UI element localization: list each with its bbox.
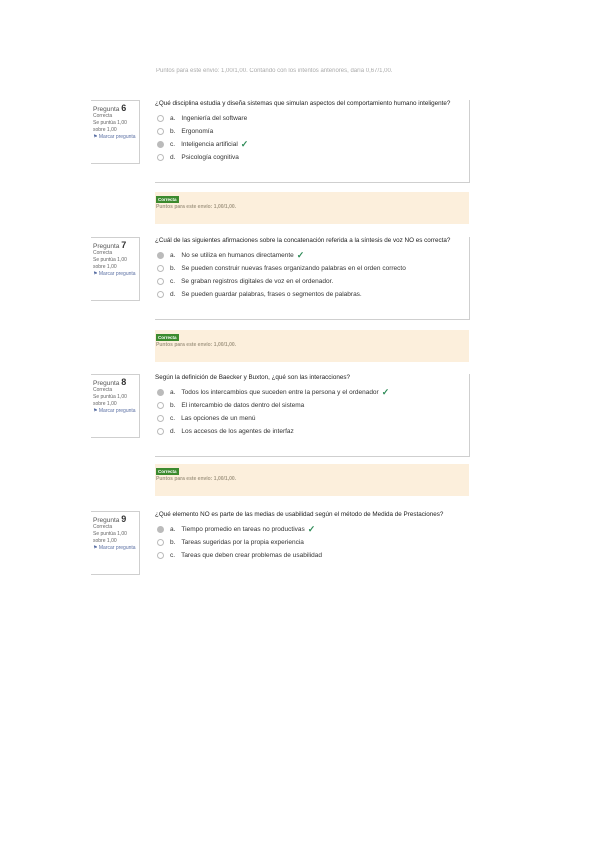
answer-option-a[interactable]: a. Todos los intercambios que suceden entre la persona y el ordenador ✓	[155, 386, 469, 399]
radio-button-selected[interactable]	[157, 252, 164, 259]
question-card	[155, 374, 470, 457]
feedback-box	[155, 464, 469, 496]
radio-button[interactable]	[157, 115, 164, 122]
question-card	[155, 511, 469, 569]
answer-option-b[interactable]: b. Tareas sugeridas por la propia experiencia	[155, 536, 469, 549]
question-text: ¿Cuál de las siguientes afirmaciones sobre la concatenación referida a la síntesis de voz NO es correcta?	[155, 237, 451, 244]
flag-icon: ⚑	[93, 271, 98, 277]
radio-button[interactable]	[157, 278, 164, 285]
flag-icon: ⚑	[93, 134, 98, 140]
question-status: Correcta	[93, 113, 113, 119]
radio-button[interactable]	[157, 154, 164, 161]
answer-option-d[interactable]: d. Se pueden guardar palabras, frases o segmentos de palabras.	[155, 288, 469, 301]
radio-button[interactable]	[157, 428, 164, 435]
question-status: Correcta	[93, 387, 113, 393]
radio-button[interactable]	[157, 402, 164, 409]
answer-option-c[interactable]: c. Inteligencia artificial ✓	[155, 138, 469, 151]
flag-question-link[interactable]: ⚑ Marcar pregunta	[93, 134, 136, 140]
question-number: Pregunta 8	[93, 377, 127, 387]
answer-option-b[interactable]: b. Ergonomía	[155, 125, 469, 138]
flag-question-link[interactable]: ⚑ Marcar pregunta	[93, 545, 136, 551]
check-icon: ✓	[296, 250, 305, 260]
question-info	[91, 511, 140, 575]
check-icon: ✓	[240, 139, 249, 149]
question-number: Pregunta 9	[93, 514, 127, 524]
question-text: Según la definición de Baecker y Buxton, ¿qué son las interacciones?	[155, 374, 350, 381]
check-icon: ✓	[307, 524, 316, 534]
flag-icon: ⚑	[93, 545, 98, 551]
question-grade: Se puntúa 1,00 sobre 1,00	[93, 257, 127, 270]
correct-badge: Correcta	[158, 469, 177, 474]
check-icon: ✓	[381, 387, 390, 397]
answer-option-b[interactable]: b. El intercambio de datos dentro del sistema	[155, 399, 469, 412]
answer-option-d[interactable]: d. Los accesos de los agentes de interfaz	[155, 425, 469, 438]
radio-button[interactable]	[157, 552, 164, 559]
question-number: Pregunta 7	[93, 240, 127, 250]
answer-option-a[interactable]: a. Tiempo promedio en tareas no productivas ✓	[155, 523, 469, 536]
question-text: ¿Qué elemento NO es parte de las medias de usabilidad según el método de Medida de Prestaciones?	[155, 511, 444, 518]
question-grade: Se puntúa 1,00 sobre 1,00	[93, 120, 127, 133]
feedback-text: Puntos para este envío: 1,00/1,00.	[156, 204, 237, 210]
radio-button[interactable]	[157, 291, 164, 298]
feedback-text: Puntos para este envío: 1,00/1,00.	[156, 342, 237, 348]
radio-button-selected[interactable]	[157, 389, 164, 396]
question-grade: Se puntúa 1,00 sobre 1,00	[93, 394, 127, 407]
answer-option-c[interactable]: c. Se graban registros digitales de voz en el ordenador.	[155, 275, 469, 288]
question-text: ¿Qué disciplina estudia y diseña sistemas que simulan aspectos del comportamiento humano inteligente?	[155, 100, 451, 107]
correct-badge: Correcta	[158, 335, 177, 340]
question-status: Correcta	[93, 524, 113, 530]
previous-feedback-text: Puntos para este envío: 1,00/1,00. Contando con los intentos anteriores, daría 0,67/1,00.	[156, 68, 393, 74]
question-number: Pregunta 6	[93, 103, 127, 113]
answer-option-a[interactable]: a. No se utiliza en humanos directamente ✓	[155, 249, 469, 262]
radio-button[interactable]	[157, 265, 164, 272]
correct-badge: Correcta	[158, 197, 177, 202]
flag-icon: ⚑	[93, 408, 98, 414]
radio-button-selected[interactable]	[157, 141, 164, 148]
question-info	[91, 374, 140, 438]
feedback-box	[155, 192, 469, 224]
feedback-text: Puntos para este envío: 1,00/1,00.	[156, 476, 237, 482]
question-info	[91, 237, 140, 301]
question-card	[155, 100, 470, 183]
question-status: Correcta	[93, 250, 113, 256]
answer-option-b[interactable]: b. Se pueden construir nuevas frases organizando palabras en el orden correcto	[155, 262, 469, 275]
radio-button[interactable]	[157, 128, 164, 135]
radio-button[interactable]	[157, 539, 164, 546]
answer-option-c[interactable]: c. Tareas que deben crear problemas de usabilidad	[155, 549, 469, 562]
flag-question-link[interactable]: ⚑ Marcar pregunta	[93, 408, 136, 414]
question-info	[91, 100, 140, 164]
question-grade: Se puntúa 1,00 sobre 1,00	[93, 531, 127, 544]
radio-button-selected[interactable]	[157, 526, 164, 533]
feedback-box	[155, 330, 469, 362]
answer-option-a[interactable]: a. Ingeniería del software	[155, 112, 469, 125]
answer-option-d[interactable]: d. Psicología cognitiva	[155, 151, 469, 164]
question-card	[155, 237, 470, 320]
answer-option-c[interactable]: c. Las opciones de un menú	[155, 412, 469, 425]
radio-button[interactable]	[157, 415, 164, 422]
flag-question-link[interactable]: ⚑ Marcar pregunta	[93, 271, 136, 277]
